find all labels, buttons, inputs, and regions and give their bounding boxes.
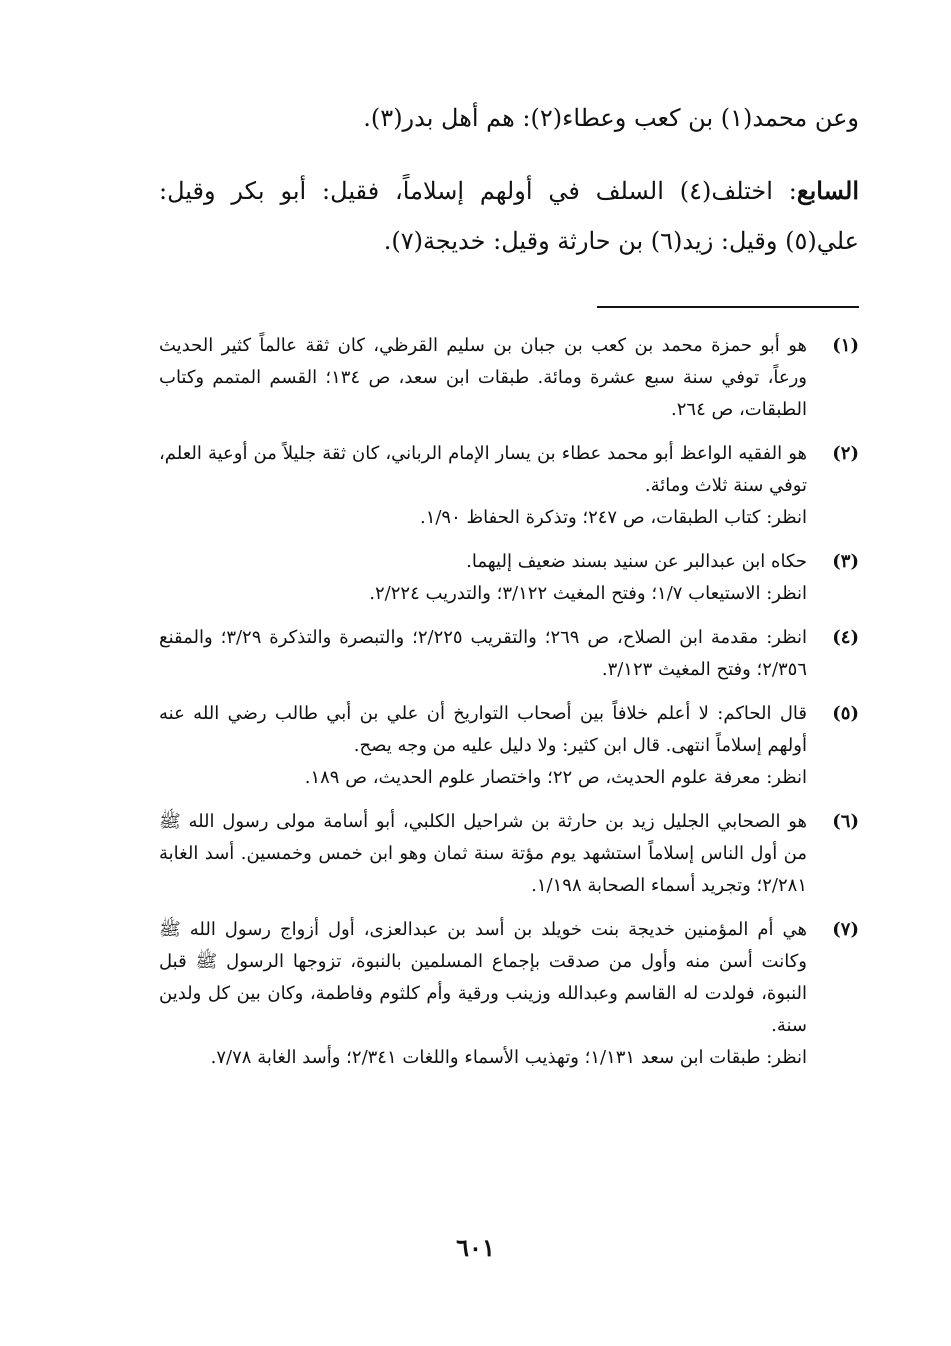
footnote-1: [159, 330, 859, 426]
footnote-reference-line: انظر: معرفة علوم الحديث، ص ٢٢؛ واختصار علوم الحديث، ص ١٨٩.: [304, 767, 807, 788]
footnote-number: (٣): [832, 551, 859, 572]
footnote-5: [159, 698, 859, 794]
footnote-number: (١): [832, 335, 859, 356]
footnote-2: [159, 438, 859, 534]
footnote-body: [159, 698, 807, 794]
paragraph-2-body: : اختلف(٤) السلف في أولهم إسلاماً، فقيل: أبو بكر وقيل: علي(٥) وقيل: زيد(٦) بن حارثة وقيل: خديجة(٧).: [159, 177, 859, 255]
footnote-number: (٦): [832, 811, 859, 832]
footnote-number: (٥): [832, 703, 859, 724]
footnote-line: هي أم المؤمنين خديجة بنت خويلد بن أسد بن عبدالعزى، أول أزواج رسول الله ﷺ وكانت أسن منه وأول من صدقت بإجماع المسلمين بالنبوة، تزوجها الرسول ﷺ قبل النبوة، فولدت له القاسم وعبدالله وزينب ورقية وأم كلثوم وفاطمة، وكان بين كل ولدين سنة.: [159, 919, 807, 1036]
footnote-line: حكاه ابن عبدالبر عن سنيد بسند ضعيف إليهما.: [466, 551, 807, 572]
footnote-body: [159, 914, 807, 1074]
footnote-line: هو الصحابي الجليل زيد بن حارثة بن شراحيل الكلبي، أبو أسامة مولى رسول الله ﷺ من أول الناس إسلاماً استشهد يوم مؤتة سنة ثمان وهو ابن خمس وخمسين. أسد الغابة ٢/٢٨١؛ وتجريد أسماء الصحابة ١/١٩٨.: [159, 811, 807, 896]
footnote-body: [159, 546, 807, 610]
footnote-number: (٧): [832, 919, 859, 940]
footnote-body: [159, 330, 807, 426]
footnote-reference-line: انظر: طبقات ابن سعد ١/١٣١؛ وتهذيب الأسماء واللغات ٢/٣٤١؛ وأسد الغابة ٧/٧٨.: [210, 1047, 807, 1068]
footnote-body: [159, 622, 807, 686]
footnote-body: [159, 438, 807, 534]
footnote-line: قال الحاكم: لا أعلم خلافاً بين أصحاب التواريخ أن علي بن أبي طالب رضي الله عنه أولهم إسلاماً انتهى. قال ابن كثير: ولا دليل عليه من وجه يصح.: [159, 703, 807, 756]
footnote-separator-rule: [597, 306, 859, 308]
footnote-body: [159, 806, 807, 902]
footnote-7: [159, 914, 859, 1074]
page-number: ٦٠١: [456, 1233, 495, 1262]
footnote-number: (٢): [832, 443, 859, 464]
footnote-3: [159, 546, 859, 610]
footnote-line: هو أبو حمزة محمد بن كعب بن جبان بن سليم القرظي، كان ثقة عالماً كثير الحديث ورعاً، توفي سنة سبع عشرة ومائة. طبقات ابن سعد، ص ١٣٤؛ القسم المتمم وكتاب الطبقات، ص ٢٦٤.: [159, 335, 807, 420]
heading-seventh: السابع: [796, 176, 859, 205]
footnote-reference-line: انظر: الاستيعاب ١/٧؛ وفتح المغيث ٣/١٢٢؛ والتدريب ٢/٢٢٤.: [369, 583, 807, 604]
footnote-4: [159, 622, 859, 686]
footnote-reference-line: انظر: كتاب الطبقات، ص ٢٤٧؛ وتذكرة الحفاظ ١/٩٠.: [419, 507, 807, 528]
main-text-paragraph-2: [159, 166, 859, 266]
footnote-6: [159, 806, 859, 902]
main-text-line-1: وعن محمد(١) بن كعب وعطاء(٢): هم أهل بدر(٣).: [363, 104, 859, 132]
footnote-number: (٤): [832, 627, 859, 648]
footnote-line: هو الفقيه الواعظ أبو محمد عطاء بن يسار الإمام الرباني، كان ثقة جليلاً من أوعية العلم، توفي سنة ثلاث ومائة.: [159, 443, 807, 496]
footnotes-section: [159, 330, 859, 1086]
footnote-line: انظر: مقدمة ابن الصلاح، ص ٢٦٩؛ والتقريب ٢/٢٢٥؛ والتبصرة والتذكرة ٣/٢٩؛ والمقنع ٢/٣٥٦؛ وفتح المغيث ٣/١٢٣.: [159, 627, 807, 680]
